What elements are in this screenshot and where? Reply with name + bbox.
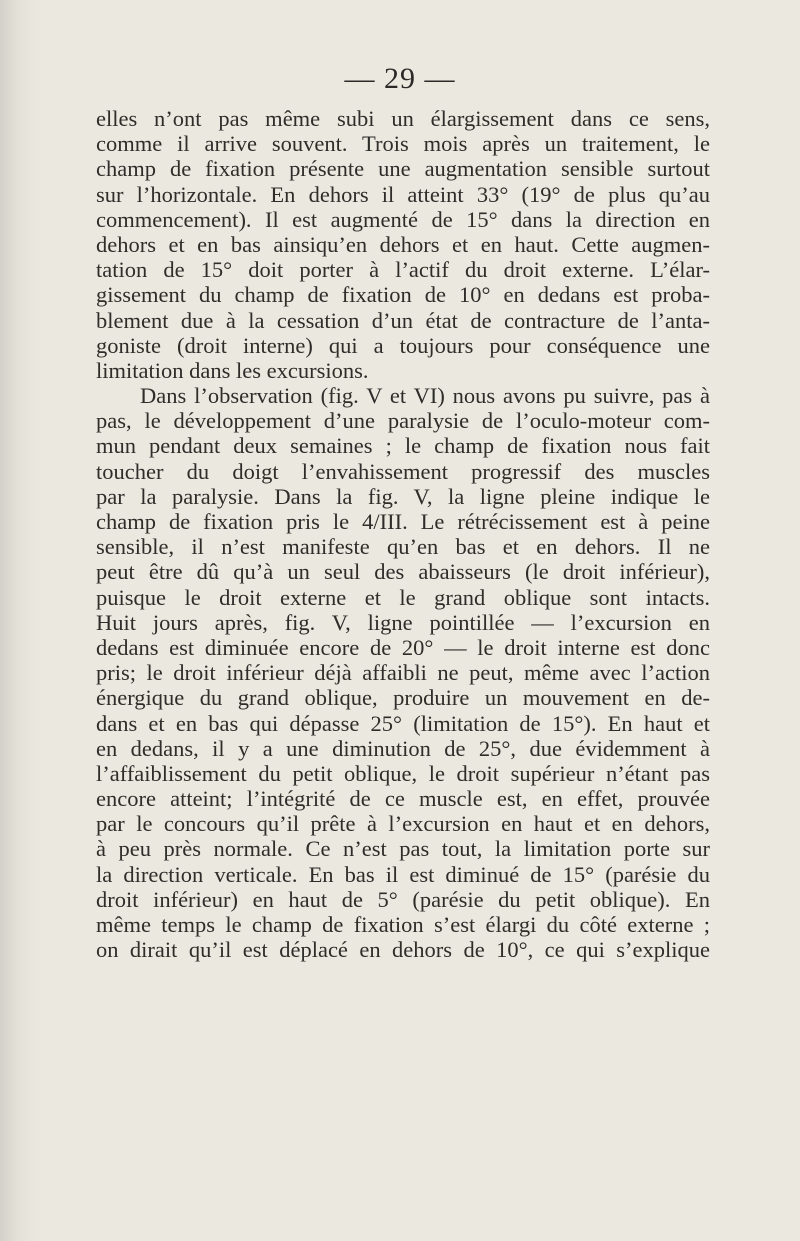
- text-line: champ de fixation pris le 4/III. Le rétrécissement est à peine: [96, 509, 710, 534]
- text-line: dehors et en bas ainsiqu’en dehors et en haut. Cette augmen-: [96, 231, 710, 257]
- text-line: toucher du doigt l’envahissement progressif des muscles: [96, 458, 710, 484]
- text-line: pris; le droit inférieur déjà affaibli ne peut, même avec l’action: [96, 660, 710, 686]
- text-line: à peu près normale. Ce n’est pas tout, la limitation porte sur: [96, 836, 710, 862]
- text-line: l’affaiblissement du petit oblique, le droit supérieur n’étant pas: [96, 760, 710, 786]
- text-line: droit inférieur) en haut de 5° (parésie du petit oblique). En: [96, 886, 710, 912]
- text-line: peut être dû qu’à un seul des abaisseurs (le droit inférieur),: [96, 559, 710, 585]
- text-line: commencement). Il est augmenté de 15° dans la direction en: [96, 206, 710, 232]
- text-line: elles n’ont pas même subi un élargissement dans ce sens,: [96, 106, 710, 131]
- text-line: dans et en bas qui dépasse 25° (limitation de 15°). En haut et: [96, 710, 710, 736]
- text-line: Huit jours après, fig. V, ligne pointillée — l’excursion en: [96, 609, 710, 635]
- text-line: sensible, il n’est manifeste qu’en bas et en dehors. Il ne: [96, 534, 710, 560]
- text-line: tation de 15° doit porter à l’actif du droit externe. L’élar-: [96, 257, 710, 283]
- text-line: puisque le droit externe et le grand oblique sont intacts.: [96, 584, 710, 610]
- text-line: sur l’horizontale. En dehors il atteint 33° (19° de plus qu’au: [96, 181, 710, 207]
- text-line: blement due à la cessation d’un état de contracture de l’anta-: [96, 307, 710, 333]
- text-line: champ de fixation présente une augmentation sensible surtout: [96, 156, 710, 182]
- text-line: goniste (droit interne) qui a toujours pour conséquence une: [96, 332, 710, 358]
- text-line: limitation dans les excursions.: [96, 357, 369, 383]
- body-text: [96, 106, 710, 962]
- text-line: la direction verticale. En bas il est diminué de 15° (parésie du: [96, 861, 710, 887]
- text-line: comme il arrive souvent. Trois mois après un traitement, le: [96, 131, 710, 157]
- text-line: gissement du champ de fixation de 10° en dedans est proba-: [96, 282, 710, 308]
- text-line: dedans est diminuée encore de 20° — le droit interne est donc: [96, 634, 710, 660]
- text-line: en dedans, il y a une diminution de 25°, due évidemment à: [96, 735, 710, 761]
- text-line: par la paralysie. Dans la fig. V, la ligne pleine indique le: [96, 483, 710, 509]
- text-line: Dans l’observation (fig. V et VI) nous avons pu suivre, pas à: [140, 383, 710, 409]
- page-number: — 29 —: [344, 62, 456, 95]
- text-line: énergique du grand oblique, produire un mouvement en de-: [96, 685, 710, 711]
- text-line: même temps le champ de fixation s’est élargi du côté externe ;: [96, 912, 710, 937]
- text-line: encore atteint; l’intégrité de ce muscle est, en effet, prouvée: [96, 786, 710, 812]
- text-line: pas, le développement d’une paralysie de l’oculo-moteur com-: [96, 408, 710, 434]
- text-line: on dirait qu’il est déplacé en dehors de 10°, ce qui s’explique: [96, 937, 710, 963]
- text-line: mun pendant deux semaines ; le champ de fixation nous fait: [96, 433, 710, 459]
- text-line: par le concours qu’il prête à l’excursion en haut et en dehors,: [96, 811, 710, 837]
